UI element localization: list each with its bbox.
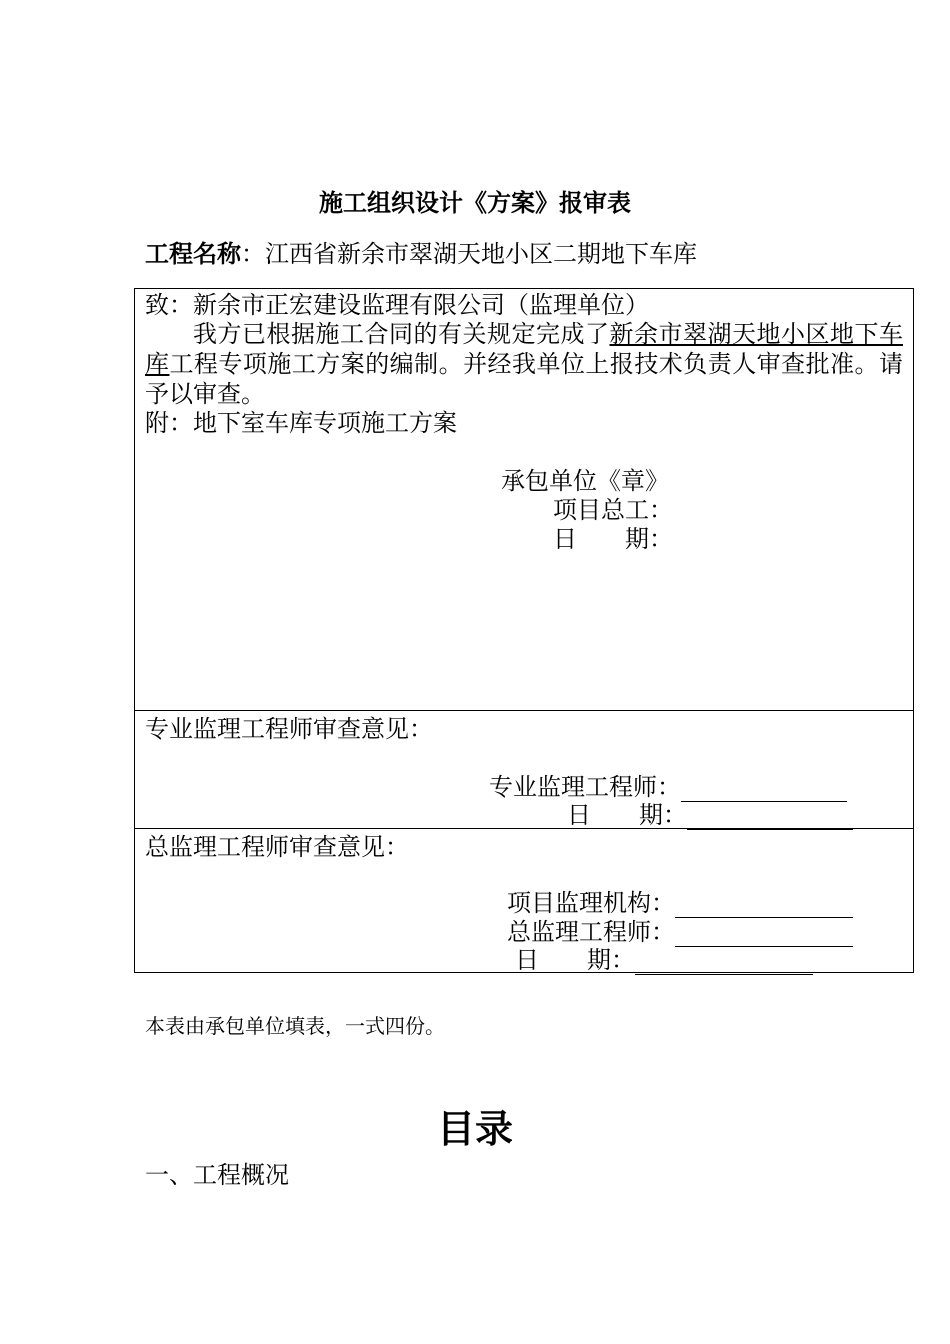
chief-review-heading: 总监理工程师审查意见：: [145, 833, 409, 861]
submission-date-label: 日 期：: [553, 525, 673, 553]
chief-engineer-label: 项目总工：: [553, 496, 673, 524]
para-post: 工程专项施工方案的编制。并经我单位上报技术负责人审查批准。请予以审查。: [145, 350, 903, 408]
submission-section: [135, 289, 913, 711]
chief-date-label: 日 期：: [515, 946, 635, 974]
specialist-signature-row: [489, 772, 847, 802]
chief-signature-row: [507, 917, 853, 947]
agency-signature-row: [507, 888, 853, 918]
specialist-date-label: 日 期：: [567, 801, 687, 829]
chief-date-row: [515, 945, 813, 975]
project-name: 江西省新余市翠湖天地小区二期地下车库: [265, 240, 697, 268]
toc-title: 目录: [436, 1106, 513, 1151]
chief-engineer-sign-label: 总监理工程师：: [507, 918, 675, 946]
project-label: 工程名称: [145, 239, 241, 268]
specialist-review-section: [135, 710, 913, 829]
submission-paragraph: [145, 319, 903, 409]
chief-date-line[interactable]: [635, 952, 813, 975]
specialist-engineer-label: 专业监理工程师：: [489, 773, 681, 801]
review-form-table: [134, 288, 914, 973]
toc-item[interactable]: 一、工程概况: [145, 1161, 289, 1189]
specialist-review-heading: 专业监理工程师审查意见：: [145, 715, 433, 743]
para-underlined-project: 新余市翠湖天地小区地下车库: [145, 320, 903, 378]
chief-review-section: [135, 828, 913, 973]
project-name-line: [145, 234, 697, 269]
specialist-date-row: [567, 800, 853, 830]
project-sep: ：: [241, 240, 265, 268]
agency-label: 项目监理机构：: [507, 889, 675, 917]
specialist-date-line[interactable]: [687, 807, 853, 830]
chief-signature-line[interactable]: [675, 924, 853, 947]
form-footer-note: 本表由承包单位填表，一式四份。: [145, 1014, 445, 1038]
contractor-seal-label: 承包单位《章》: [501, 467, 669, 495]
attachment-line: 附：地下室车库专项施工方案: [145, 409, 457, 437]
para-pre: 我方已根据施工合同的有关规定完成了: [193, 320, 610, 348]
specialist-signature-line[interactable]: [681, 779, 847, 802]
agency-signature-line[interactable]: [675, 895, 853, 918]
addressee-line: 致：新余市正宏建设监理有限公司（监理单位）: [145, 291, 649, 319]
form-title: 施工组织设计《方案》报审表: [319, 188, 631, 217]
